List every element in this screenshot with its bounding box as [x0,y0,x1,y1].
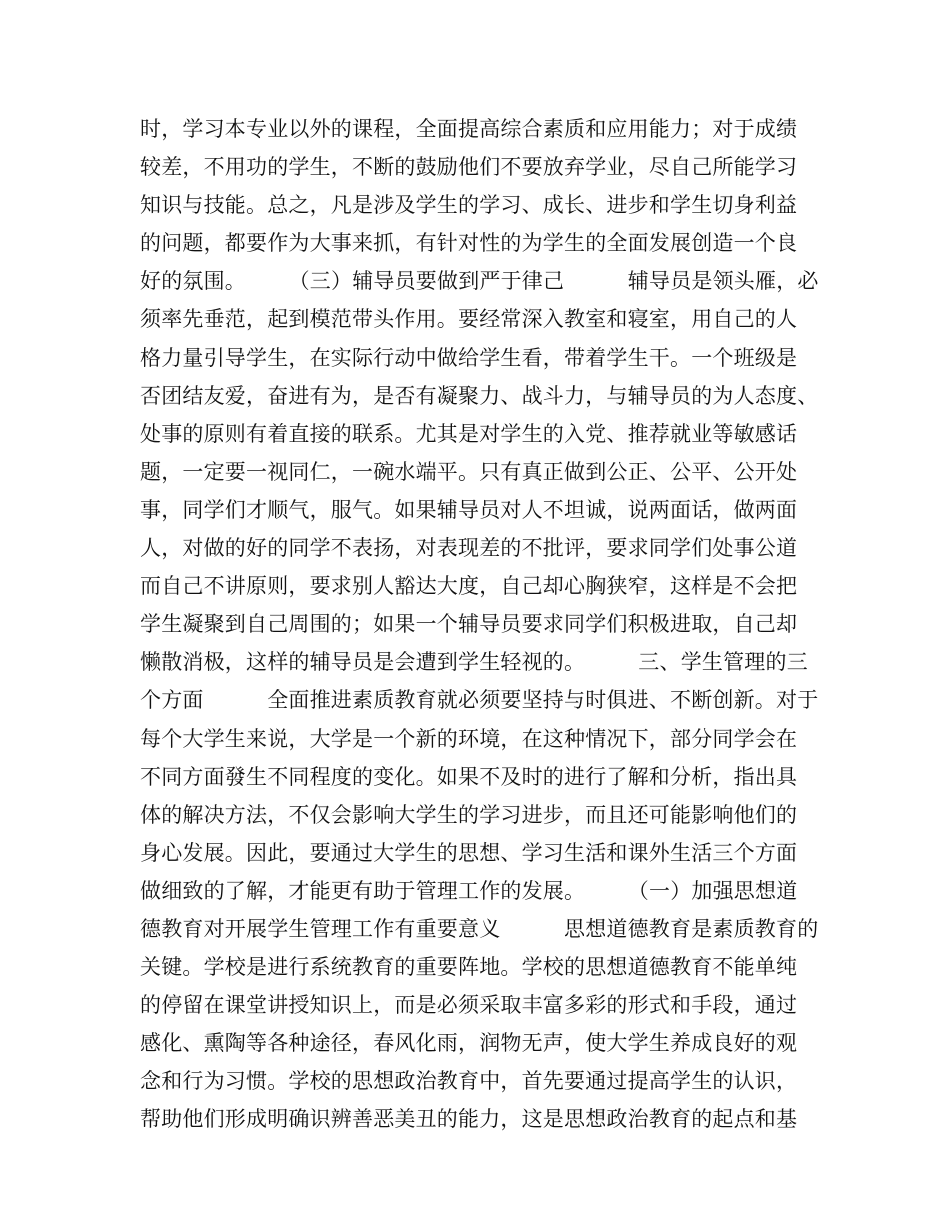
text-line: 而自己不讲原则，要求别人豁达大度，自己却心胸狭窄，这样是不会把 [140,574,798,599]
text-line: 关键。学校是进行系统教育的重要阵地。学校的思想道德教育不能单纯 [140,955,798,980]
text-line: 体的解决方法，不仅会影响大学生的学习进步，而且还可能影响他们的 [140,802,798,827]
text-line: 须率先垂范，起到模范带头作用。要经常深入教室和寝室，用自己的人 [140,307,798,332]
text-line: 的问题，都要作为大事来抓，有针对性的为学生的全面发展创造一个良 [140,231,798,256]
text-line: 德教育对开展学生管理工作有重要意义 思想道德教育是素质教育的 [140,916,819,941]
text-line: 身心发展。因此，要通过大学生的思想、学习生活和课外生活三个方面 [140,840,798,865]
text-line: 做细致的了解，才能更有助于管理工作的发展。 （一）加强思想道 [140,878,798,903]
text-line: 不同方面發生不同程度的变化。如果不及时的进行了解和分析，指出具 [140,764,798,789]
text-line: 每个大学生来说，大学是一个新的环境，在这种情况下，部分同学会在 [140,726,798,751]
text-line: 知识与技能。总之，凡是涉及学生的学习、成长、进步和学生切身利益 [140,193,798,218]
text-line: 的停留在课堂讲授知识上，而是必须采取丰富多彩的形式和手段，通过 [140,993,798,1018]
text-line: 好的氛围。 （三）辅导员要做到严于律己 辅导员是领头雁，必 [140,269,819,294]
text-line: 题，一定要一视同仁，一碗水端平。只有真正做到公正、公平、公开处 [140,459,798,484]
text-line: 懒散消极，这样的辅导员是会遭到学生轻视的。 三、学生管理的三 [140,650,808,675]
text-line: 事，同学们才顺气，服气。如果辅导员对人不坦诚，说两面话，做两面 [140,497,798,522]
text-line: 格力量引导学生，在实际行动中做给学生看，带着学生干。一个班级是 [140,345,798,370]
text-line: 个方面 全面推进素质教育就必须要坚持与时俱进、不断创新。对于 [140,688,819,713]
text-line: 时，学习本专业以外的课程，全面提高综合素质和应用能力；对于成绩 [140,117,798,141]
text-line: 帮助他们形成明确识辨善恶美丑的能力，这是思想政治教育的起点和基 [140,1107,798,1132]
text-line: 处事的原则有着直接的联系。尤其是对学生的入党、推荐就业等敏感话 [140,421,798,446]
body-text [140,110,840,1139]
text-line: 较差，不用功的学生，不断的鼓励他们不要放弃学业，尽自己所能学习 [140,155,798,180]
text-line: 否团结友爱，奋进有为，是否有凝聚力、战斗力，与辅导员的为人态度、 [140,383,819,408]
text-line: 人，对做的好的同学不表扬，对表现差的不批评，要求同学们处事公道 [140,536,798,561]
text-line: 学生凝聚到自己周围的；如果一个辅导员要求同学们积极进取，自己却 [140,612,798,637]
text-line: 念和行为习惯。学校的思想政治教育中，首先要通过提高学生的认识， [140,1069,798,1094]
text-line: 感化、熏陶等各种途径，春风化雨，润物无声，使大学生养成良好的观 [140,1031,798,1056]
